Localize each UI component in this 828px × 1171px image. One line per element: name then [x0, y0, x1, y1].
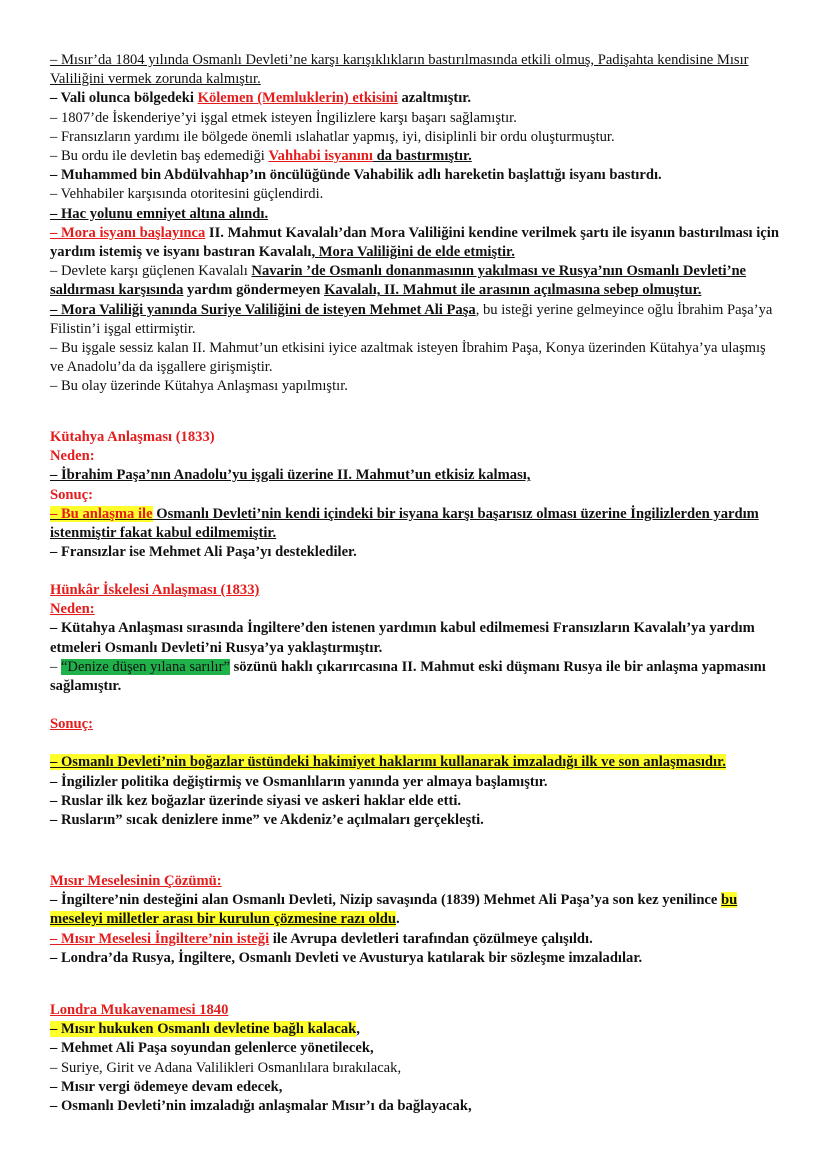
intro-section [50, 51, 780, 397]
intro-line-8: – Hac yolunu emniyet altına alındı. [50, 205, 269, 222]
hunkar-sonuc-1-text: – Osmanlı Devleti’nin boğazlar üstündeki hakimiyet haklarını kullanarak imzaladığı ilk ve son anlaşmasıdır. [50, 754, 726, 771]
londra-line-3: – Suriye, Girit ve Adana Valilikleri Osmanlılara bırakılacak, [50, 1059, 402, 1076]
misir-line-3: – Londra’da Rusya, İngiltere, Osmanlı Devleti ve Avusturya katılarak bir sözleşme imzaladılar. [50, 949, 643, 966]
intro-line-2-highlight: Kölemen (Memluklerin) etkisini [197, 90, 398, 107]
kutahya-sonuc-1-b: Osmanlı Devleti’nin kendi içindeki bir isyana karşı başarısız olması üzerine İngilizlerden yardım istenmiştir fakat kabul edilmemiştir. [50, 505, 759, 542]
intro-line-5-a: – Bu ordu ile devletin baş edemediği [50, 148, 269, 165]
hunkar-neden-2-c: sözünü haklı çıkarırcasına II. Mahmut eski düşmanı Rusya ile bir anlaşma yapmasını sağlamıştır. [50, 658, 766, 695]
hunkar-neden-2 [50, 658, 780, 696]
hunkar-sonuc-label: Sonuç: [50, 716, 93, 733]
intro-line-11 [50, 301, 780, 339]
kutahya-sonuc-2: – Fransızlar ise Mehmet Ali Paşa’yı desteklediler. [50, 544, 357, 561]
intro-line-9-c: , Mora Valiliğini de elde etmiştir. [311, 244, 515, 261]
londra-title: Londra Mukavenamesi 1840 [50, 1002, 229, 1018]
intro-line-10 [50, 262, 780, 300]
intro-line-9-b: II. Mahmut Kavalalı’dan Mora Valiliğini kendine verilmek şartı ile isyanın bastırılması için yardım istemiş ve isyanı bastıran Kavalalı [50, 224, 779, 261]
intro-line-10-a: – Devlete karşı güçlenen Kavalalı [50, 263, 252, 280]
intro-line-6: – Muhammed bin Abdülvahhap’ın öncülüğünde Vahabilik adlı hareketin başlattığı isyanı bastırdı. [50, 167, 662, 184]
hunkar-sonuc-1 [50, 753, 780, 772]
intro-line-11-a: – Mora Valiliği yanında Suriye Valiliğini de isteyen Mehmet Ali Paşa [50, 301, 476, 318]
misir-title: Mısır Meselesinin Çözümü: [50, 873, 222, 889]
intro-line-2 [50, 89, 780, 108]
intro-line-10-c: yardım göndermeyen [183, 282, 325, 299]
londra-line-5: – Osmanlı Devleti’nin imzaladığı anlaşmalar Mısır’ı da bağlayacak, [50, 1098, 472, 1115]
hunkar-sonuc-4: – Rusların” sıcak denizlere inme” ve Akdeniz’e açılmaları gerçekleşti. [50, 812, 484, 829]
misir-section [50, 872, 780, 968]
misir-line-1 [50, 891, 780, 929]
misir-line-2-highlight: – Mısır Meselesi İngiltere’nin isteği [50, 930, 270, 947]
intro-line-4: – Fransızların yardımı ile bölgede önemli ıslahatlar yapmış, iyi, disiplinli bir ordu oluşturmuştur. [50, 128, 615, 145]
intro-line-11-b: , bu isteği yerine gelmeyince oğlu İbrahim Paşa’ya Filistin’i işgal ettirmiştir. [50, 301, 773, 337]
intro-line-2-a: – Vali olunca bölgedeki [50, 90, 198, 107]
kutahya-sonuc-1 [50, 505, 780, 543]
intro-line-5-highlight: Vahhabi isyanını [268, 148, 373, 165]
intro-line-1: – Mısır’da 1804 yılında Osmanlı Devleti’ne karşı karışıklıkların bastırılmasında etkili olmuş, Padişahta kendisine Mısır Valiliğini vermek zorunda kalmıştır. [50, 52, 749, 88]
misir-line-1-c: . [396, 911, 400, 928]
kutahya-neden-1: – İbrahim Paşa’nın Anadolu’yu işgali üzerine II. Mahmut’un etkisiz kalması, [50, 467, 531, 484]
hunkar-title: Hünkâr İskelesi Anlaşması (1833) [50, 582, 260, 598]
intro-line-9-highlight: – Mora isyanı başlayınca [50, 224, 206, 241]
misir-line-2 [50, 930, 780, 949]
intro-line-10-b: Navarin ’de Osmanlı donanmasının yakılması ve Rusya’nın Osmanlı Devleti’ne saldırması karşısında [50, 263, 747, 299]
londra-line-4: – Mısır vergi ödemeye devam edecek, [50, 1078, 283, 1095]
kutahya-sonuc-1-highlight: – Bu anlaşma ile [50, 505, 153, 522]
hunkar-neden-label: Neden: [50, 601, 95, 618]
intro-line-10-d: Kavalalı, II. Mahmut ile arasının açılmasına sebep olmuştur. [324, 282, 702, 299]
hunkar-sonuc-2: – İngilizler politika değiştirmiş ve Osmanlıların yanında yer almaya başlamıştır. [50, 773, 548, 790]
intro-line-5 [50, 147, 780, 166]
intro-line-13: – Bu olay üzerinde Kütahya Anlaşması yapılmıştır. [50, 378, 348, 395]
intro-line-7: – Vehhabiler karşısında otoritesini güçlendirdi. [50, 186, 324, 203]
kutahya-title: Kütahya Anlaşması (1833) [50, 429, 215, 445]
hunkar-section [50, 581, 780, 830]
kutahya-sonuc-label: Sonuç: [50, 486, 93, 503]
londra-line-2: – Mehmet Ali Paşa soyundan gelenlerce yönetilecek, [50, 1040, 374, 1057]
misir-line-1-a: – İngiltere’nin desteğini alan Osmanlı Devleti, Nizip savaşında (1839) Mehmet Ali Paşa’ya son kez yenilince [50, 892, 722, 909]
intro-line-5-c: da bastırmıştır. [372, 148, 472, 165]
misir-line-2-b: ile Avrupa devletleri tarafından çözülmeye çalışıldı. [269, 930, 593, 947]
hunkar-neden-2-quote: “Denize düşen yılana sarılır” [60, 658, 230, 675]
londra-line-1 [50, 1020, 780, 1039]
hunkar-neden-1: – Kütahya Anlaşması sırasında İngiltere’den istenen yardımın kabul edilmemesi Fransızların Kavalalı’ya yardım etmeleri Osmanlı Devleti’ni Rusya’ya yaklaştırmıştır. [50, 620, 755, 656]
hunkar-sonuc-3: – Ruslar ilk kez boğazlar üzerinde siyasi ve askeri haklar elde etti. [50, 792, 462, 809]
londra-line-1-highlight: – Mısır hukuken Osmanlı devletine bağlı kalacak [50, 1021, 357, 1038]
londra-section [50, 1001, 780, 1116]
intro-line-3: – 1807’de İskenderiye’yi işgal etmek isteyen İngilizlere karşı başarı sağlamıştır. [50, 109, 517, 126]
kutahya-neden-label: Neden: [50, 448, 95, 465]
hunkar-neden-2-dash: – [50, 658, 61, 675]
intro-line-9 [50, 224, 780, 262]
misir-line-1-highlight: bu meseleyi milletler arası bir kurulun çözmesine razı oldu [50, 892, 738, 928]
londra-line-1-end: , [356, 1021, 360, 1038]
intro-line-12: – Bu işgale sessiz kalan II. Mahmut’un etkisini iyice azaltmak isteyen İbrahim Paşa, Konya üzerinden Kütahya’ya ulaşmış ve Anadolu’da da işgallere girişmiştir. [50, 340, 766, 376]
intro-line-2-c: azaltmıştır. [397, 90, 472, 107]
kutahya-section [50, 428, 780, 562]
